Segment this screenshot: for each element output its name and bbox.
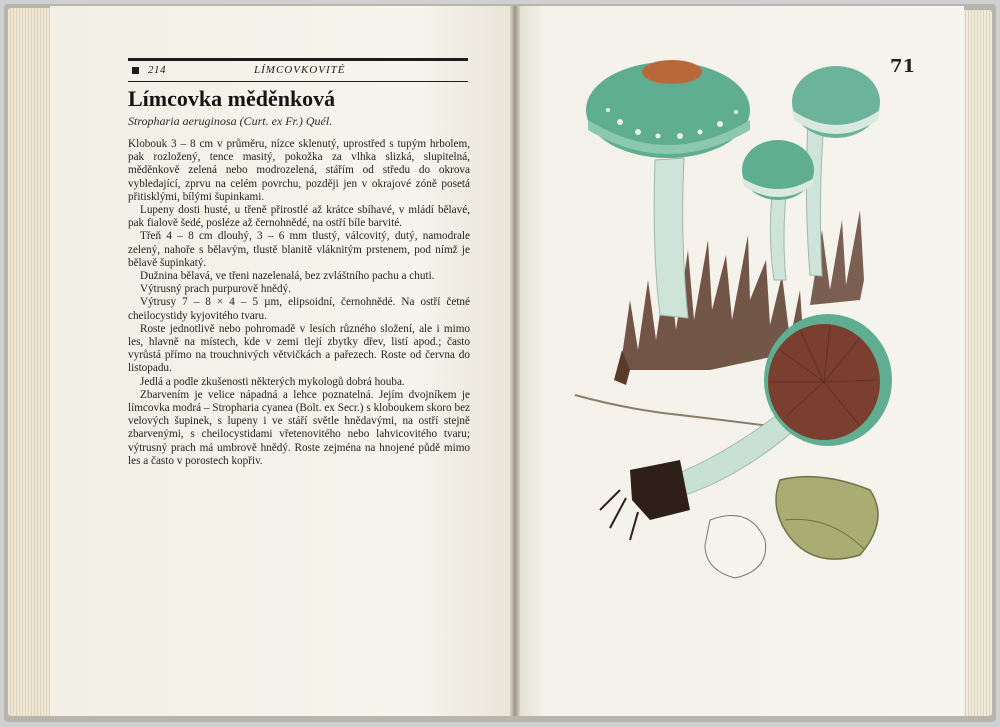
leaf-green xyxy=(776,477,878,559)
paragraph-stem: Třeň 4 – 8 cm dlouhý, 3 – 6 mm tlustý, válcovitý, dutý, namodrale zelený, nahoře s bělavým, tlustě blanitě vláknitým prstenem, pod nímž je bělavě šupinkatý. xyxy=(128,230,470,269)
paragraph-spores: Výtrusy 7 – 8 × 4 – 5 µm, elipsoidní, černohnědé. Na ostří četné cheilocystidy kyjovitého tvaru. xyxy=(128,296,470,322)
paragraph-spore-print: Výtrusný prach purpurově hnědý. xyxy=(140,283,291,296)
latin-name: Stropharia aeruginosa (Curt. ex Fr.) Quél. xyxy=(128,114,333,128)
paragraph-habitat: Roste jednotlivě nebo pohromadě v lesích různého složení, ale i mimo les, hlavně na místech, kde v zemi tlejí zbytky dřev, listí apod.; často vyrůstá přímo na trouchnivých větvičkách a pařezech. Roste od června do listopadu. xyxy=(128,322,470,375)
large-stem xyxy=(654,158,688,318)
paragraph-cap: Klobouk 3 – 8 cm v průměru, nízce sklenutý, uprostřed s tupým hrbolem, pak rozložený, tence masitý, pokožka za vlhka slizká, slupitelná, měděnkově zelená nebo modrozelená, stářím od středu do okrova vybledající, zprvu na celém povrchu, později jen v okrajové zóně posetá přitisklými, bílými šupinkami. xyxy=(128,138,470,203)
plate-number: 71 xyxy=(890,56,916,77)
page-edges-right xyxy=(960,10,992,716)
stem-base xyxy=(630,460,690,520)
header-square-icon xyxy=(132,67,139,74)
tall-stem xyxy=(806,120,824,276)
description-text xyxy=(128,138,470,468)
leaf-outline xyxy=(705,516,766,579)
running-header xyxy=(128,58,468,82)
species-title: Límcovka měděnková xyxy=(128,86,336,111)
paragraph-edibility: Jedlá a podle zkušenosti některých mykologů dobrá houba. xyxy=(140,375,405,388)
paragraph-lookalike: Zbarvením je velice nápadná a lehce poznatelná. Jejím dvojníkem je límcovka modrá – Stropharia cyanea (Bolt. ex Secr.) s kloboukem skoro bez velových šupinek, s lupeny i ve stáří světle hnědavými, na ostří stejně zbarvenými, s cheilocystidami vřetenovitého nebo lahvicovitého tvaru; výtrusný prach má umbrově hnědý. Roste zejména na hnojené půdě mimo les a často v porostech kopřiv. xyxy=(128,388,470,467)
paragraph-gills: Lupeny dosti husté, u třeně přirostlé až krátce sbíhavé, v mládí bělavé, pak fialově šedé, posléze až černohnědé, na ostří bíle barvité. xyxy=(128,204,470,230)
family-name: LÍMCOVKOVITÉ xyxy=(254,64,346,76)
page-number: 214 xyxy=(148,64,166,76)
small-stem xyxy=(770,195,786,280)
page-edges-left xyxy=(8,8,56,716)
book-gutter xyxy=(510,6,520,716)
mushroom-illustration xyxy=(560,50,920,580)
paragraph-flesh: Dužnina bělavá, ve třeni nazelenalá, bez zvláštního pachu a chuti. xyxy=(140,270,435,283)
